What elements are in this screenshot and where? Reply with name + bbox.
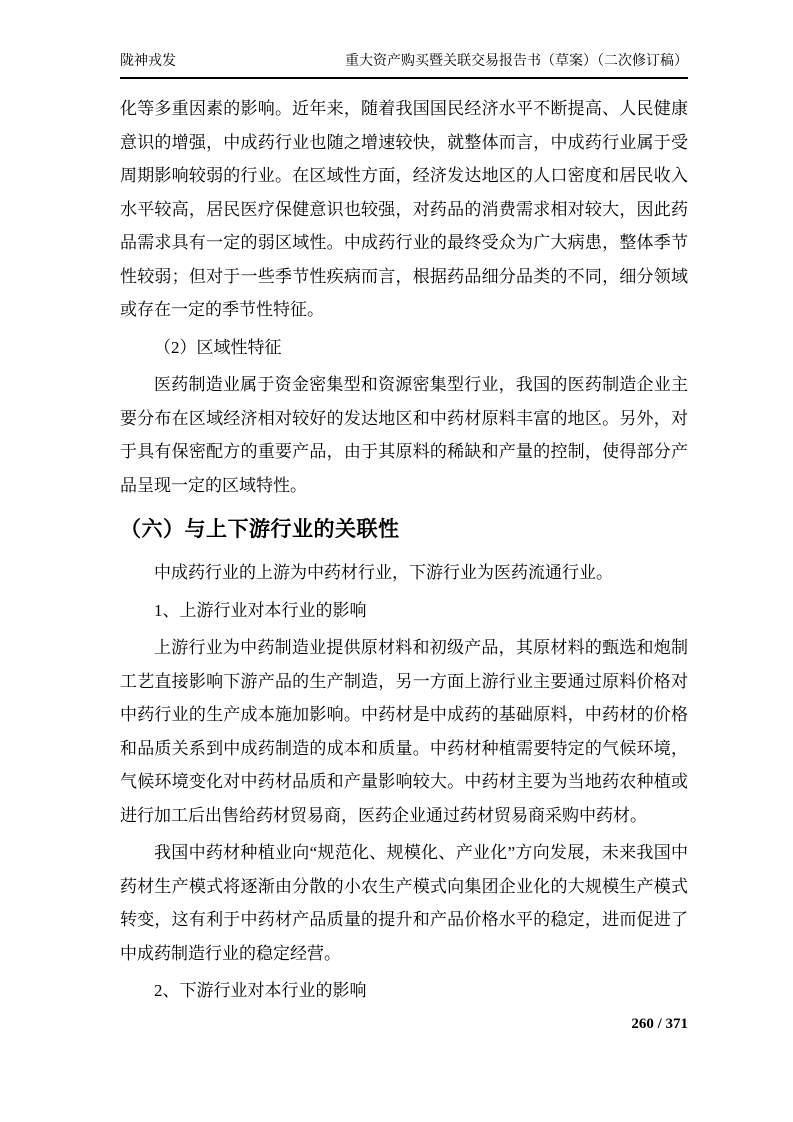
page-number: 260 / 371 bbox=[631, 1016, 688, 1032]
paragraph-industry-cyclicality: 化等多重因素的影响。近年来，随着我国国民经济水平不断提高、人民健康意识的增强，中成药行业也随之增速较快，就整体而言，中成药行业属于受周期影响较弱的行业。在区域性方面，经济发达地区的人口密度和居民收入水平较高，居民医疗保健意识也较强，对药品的消费需求相对较大，因此药品需求具有一定的弱区域性。中成药行业的最终受众为广大病患，整体季节性较弱；但对于一些季节性疾病而言，根据药品细分品类的不同，细分领域或存在一定的季节性特征。 bbox=[120, 99, 688, 319]
subsection-title-regional-characteristics: （2）区域性特征 bbox=[154, 337, 282, 357]
item-title-upstream-impact: 1、上游行业对本行业的影响 bbox=[154, 600, 367, 620]
paragraph-regional-characteristics: 医药制造业属于资金密集型和资源密集型行业，我国的医药制造企业主要分布在区域经济相对较好的发达地区和中药材原料丰富的地区。另外，对于具有保密配方的重要产品，由于其原料的稀缺和产量的控制，使得部分产品呈现一定的区域特性。 bbox=[120, 375, 688, 495]
paragraph-planting-industry-trend: 我国中药材种植业向“规范化、规模化、产业化”方向发展，未来我国中药材生产模式将逐渐由分散的小农生产模式向集团企业化的大规模生产模式转变，这有利于中药材产品质量的提升和产品价格水平的稳定，进而促进了中成药制造行业的稳定经营。 bbox=[120, 843, 688, 963]
paragraph-updownstream-overview: 中成药行业的上游为中药材行业，下游行业为医药流通行业。 bbox=[154, 563, 613, 582]
section-heading-upstream-downstream-relation: （六）与上下游行业的关联性 bbox=[120, 518, 400, 541]
page-header bbox=[120, 53, 688, 79]
header-document-title: 重大资产购买暨关联交易报告书（草案）（二次修订稿） bbox=[345, 54, 688, 69]
item-title-downstream-impact: 2、下游行业对本行业的影响 bbox=[154, 981, 367, 1000]
document-body bbox=[120, 92, 688, 1008]
page-content bbox=[120, 0, 688, 1012]
paragraph-upstream-impact: 上游行业为中药制造业提供原材料和初级产品，其原材料的甄选和炮制工艺直接影响下游产品的生产制造，另一方面上游行业主要通过原料价格对中药行业的生产成本施加影响。中药材是中成药的基础原料，中药材的价格和品质关系到中成药制造的成本和质量。中药材种植需要特定的气候环境，气候环境变化对中药材品质和产量影响较大。中药材主要为当地药农种植或进行加工后出售给药材贸易商，医药企业通过药材贸易商采购中药材。 bbox=[120, 638, 688, 825]
page-footer bbox=[631, 1016, 688, 1033]
header-company-name: 陇神戎发 bbox=[120, 54, 176, 69]
